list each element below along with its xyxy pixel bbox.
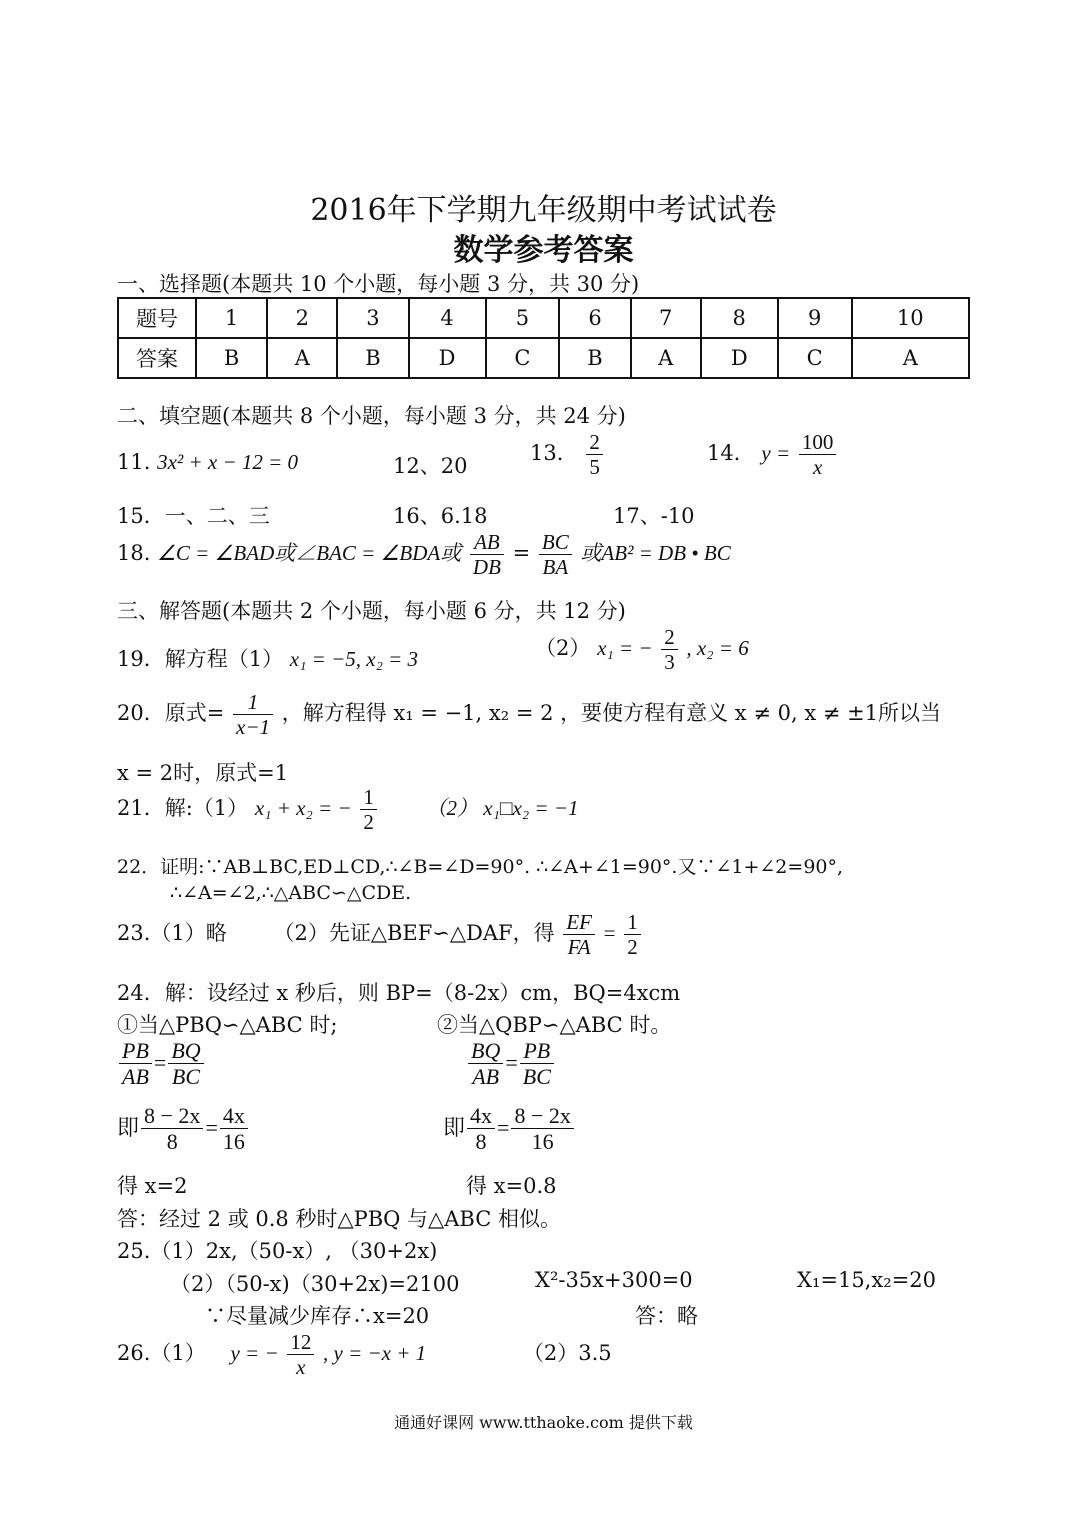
numerator: BQ xyxy=(468,1038,503,1064)
denominator: AB xyxy=(122,1064,149,1090)
ji-label: 即 xyxy=(117,1115,140,1141)
fraction xyxy=(511,1103,573,1155)
table-cell: B xyxy=(337,338,408,378)
table-cell: 1 xyxy=(196,298,267,338)
fraction xyxy=(287,1330,314,1379)
table-cell: 3 xyxy=(337,298,408,338)
answer-25-line1: 25.（1）2x,（50-x）, （30+2x) xyxy=(117,1239,438,1263)
answer-expression: x₁ + x₂ = − xyxy=(254,796,352,821)
question-number: 13． xyxy=(530,441,578,466)
denominator: 3 xyxy=(664,650,675,675)
numerator: 8 − 2x xyxy=(511,1103,573,1129)
fraction xyxy=(119,1038,152,1090)
numerator: 2 xyxy=(661,625,678,650)
answer-expression: 或AB² = DB • BC xyxy=(580,541,731,566)
fraction xyxy=(661,625,678,674)
equals-sign: = xyxy=(512,541,531,566)
denominator: x xyxy=(812,455,823,480)
answer-25-line2c: X₁=15,x₂=20 xyxy=(797,1268,936,1292)
answer-25-line2a: （2）（50-x)（30+2x)=2100 xyxy=(170,1272,460,1296)
numerator: EF xyxy=(563,910,595,935)
numerator: PB xyxy=(119,1038,152,1064)
numerator: 1 xyxy=(624,910,641,935)
answer-24-case1: ①当△PBQ∽△ABC 时; xyxy=(117,1013,338,1037)
ji-label: 即 xyxy=(443,1115,466,1141)
table-cell: C xyxy=(486,338,560,378)
denominator: 8 xyxy=(475,1129,487,1155)
fraction xyxy=(563,910,595,959)
denominator: x−1 xyxy=(236,715,271,740)
table-header-cell: 题号 xyxy=(118,298,196,338)
denominator: 16 xyxy=(222,1129,245,1155)
denominator: BA xyxy=(542,555,569,580)
numerator: BC xyxy=(539,530,572,555)
denominator: AB xyxy=(472,1064,500,1090)
answer-24-equation-2: 即 $\frac{4x}{8}$ = $\frac{8 - 2x}{16}$ xyxy=(443,1103,576,1155)
fraction xyxy=(470,530,504,579)
question-number: 18. xyxy=(117,541,151,566)
answer-20 xyxy=(117,690,941,739)
table-header-cell: 答案 xyxy=(118,338,196,378)
table-cell: B xyxy=(559,338,630,378)
question-number: 14． xyxy=(707,441,755,466)
table-cell: 6 xyxy=(559,298,630,338)
answer-expression: x₁ = − xyxy=(597,636,653,661)
denominator: BC xyxy=(171,1064,201,1090)
fraction xyxy=(360,785,377,834)
answer-24-case2: ②当△QBP∽△ABC 时。 xyxy=(437,1013,672,1037)
question-number: 26.（1） xyxy=(117,1341,206,1366)
numerator: PB xyxy=(520,1038,554,1064)
part-2: （2）先证△BEF∽△DAF，得 xyxy=(273,921,555,946)
fraction xyxy=(220,1103,248,1155)
answer-24-result-1: 得 x=2 xyxy=(117,1174,188,1198)
answer-expression: 3x² + x − 12 = 0 xyxy=(157,450,299,474)
answer-24-proportion-1: $\frac{PB}{AB}$ = $\frac{BQ}{BC}$ xyxy=(117,1038,206,1090)
fraction xyxy=(520,1038,554,1090)
answer-24-result-2: 得 x=0.8 xyxy=(466,1174,557,1198)
answer-expression: ∠C = ∠BAD或∠BAC = ∠BDA或 xyxy=(157,541,462,566)
fraction xyxy=(468,1038,503,1090)
answer-17: 17、-10 xyxy=(613,504,695,528)
table-row-numbers xyxy=(118,298,969,338)
table-cell: 4 xyxy=(409,298,486,338)
answer-expression: y = − xyxy=(230,1341,279,1366)
section-heading-3: 三、解答题(本题共 2 个小题，每小题 6 分，共 12 分) xyxy=(117,599,626,623)
answer-22-line1: 22．证明:∵AB⊥BC,ED⊥CD,∴∠B=∠D=90°. ∴∠A+∠1=90°.又∵∠1+∠2=90°, xyxy=(117,856,844,878)
section-heading-1: 一、选择题(本题共 10 个小题，每小题 3 分，共 30 分) xyxy=(117,272,640,296)
answer-18 xyxy=(117,530,731,579)
denominator: BC xyxy=(522,1064,551,1090)
fraction xyxy=(624,910,641,959)
answer-text: ，解方程得 x₁ = −1, x₂ = 2 ，要使方程有意义 x ≠ 0, x ≠ ±1所以当 xyxy=(281,701,942,726)
table-cell: 7 xyxy=(631,298,701,338)
table-cell: A xyxy=(852,338,969,378)
answer-23: 23.（1）略 （2）先证△BEF∽△DAF，得 $\frac{EF}{FA}$ = $\frac{1}{2}$ xyxy=(117,910,643,959)
answer-11 xyxy=(117,450,298,475)
denominator: 2 xyxy=(627,935,638,960)
answer-25-line3b: 答：略 xyxy=(635,1304,698,1328)
table-cell: A xyxy=(267,338,337,378)
part-2: （2）3.5 xyxy=(522,1341,612,1366)
question-number: 20．原式= xyxy=(117,701,225,726)
answer-26 xyxy=(117,1330,612,1379)
numerator: 100 xyxy=(799,430,837,455)
answer-19-part1 xyxy=(117,643,418,673)
answer-expression: , y = −x + 1 xyxy=(323,1341,427,1366)
table-cell: D xyxy=(701,338,778,378)
table-cell: 9 xyxy=(778,298,852,338)
numerator: 4x xyxy=(220,1103,248,1129)
question-number: 11. xyxy=(117,450,151,474)
numerator: 12 xyxy=(287,1330,314,1355)
answer-20-line2: x = 2时，原式=1 xyxy=(117,761,289,785)
table-row-answers xyxy=(118,338,969,378)
numerator: 1 xyxy=(360,785,377,810)
numerator: 4x xyxy=(467,1103,495,1129)
question-number: 19．解方程（1） xyxy=(117,647,284,671)
section-heading-2: 二、填空题(本题共 8 个小题，每小题 3 分，共 24 分) xyxy=(117,404,626,428)
answer-expression: y = xyxy=(761,441,791,466)
table-cell: C xyxy=(778,338,852,378)
numerator: 1 xyxy=(233,690,273,715)
answer-24-intro: 24．解：设经过 x 秒后，则 BP=（8-2x）cm，BQ=4xcm xyxy=(117,981,681,1005)
part-1: 23.（1）略 xyxy=(117,921,227,946)
footer-credit: 通通好课网 www.tthaoke.com 提供下载 xyxy=(394,1413,693,1432)
answer-13 xyxy=(530,430,605,479)
answer-expression: x₁ = −5, x₂ = 3 xyxy=(289,647,419,671)
table-cell: 5 xyxy=(486,298,560,338)
fraction xyxy=(586,430,603,479)
denominator: 16 xyxy=(531,1129,554,1155)
fraction xyxy=(141,1103,203,1155)
answer-expression: , x₂ = 6 xyxy=(686,636,749,661)
answer-24-conclusion: 答：经过 2 或 0.8 秒时△PBQ 与△ABC 相似。 xyxy=(117,1207,561,1231)
fraction xyxy=(168,1038,203,1090)
table-cell: 8 xyxy=(701,298,778,338)
answer-12: 12、20 xyxy=(393,454,468,478)
fraction xyxy=(539,530,572,579)
answer-15: 15．一、二、三 xyxy=(117,504,270,528)
page-title: 2016年下学期九年级期中考试试卷 xyxy=(310,193,777,228)
answer-14 xyxy=(707,430,838,479)
numerator: 2 xyxy=(586,430,603,455)
page-subtitle: 数学参考答案 xyxy=(453,233,634,268)
answer-25-line2b: X²-35x+300=0 xyxy=(535,1268,693,1292)
answer-table xyxy=(117,297,970,379)
denominator: 2 xyxy=(363,810,374,835)
table-cell: D xyxy=(409,338,486,378)
numerator: AB xyxy=(470,530,504,555)
denominator: 5 xyxy=(589,455,600,480)
denominator: FA xyxy=(567,935,591,960)
question-number: 21．解:（1） xyxy=(117,796,249,821)
answer-25-line3a: ∵尽量减少库存∴x=20 xyxy=(205,1304,430,1328)
table-cell: B xyxy=(196,338,267,378)
denominator: 8 xyxy=(166,1129,178,1155)
table-cell: A xyxy=(631,338,701,378)
denominator: DB xyxy=(472,555,501,580)
table-cell: 2 xyxy=(267,298,337,338)
answer-24-proportion-2: $\frac{BQ}{AB}$ = $\frac{PB}{BC}$ xyxy=(466,1038,556,1090)
numerator: 8 − 2x xyxy=(141,1103,203,1129)
numerator: BQ xyxy=(168,1038,203,1064)
answer-21 xyxy=(117,785,579,834)
fraction xyxy=(233,690,273,739)
table-cell: 10 xyxy=(852,298,969,338)
fraction xyxy=(799,430,837,479)
answer-19-part2 xyxy=(535,625,749,674)
denominator: x xyxy=(296,1355,306,1380)
answer-22-line2: ∴∠A=∠2,∴△ABC∽△CDE. xyxy=(170,882,412,904)
part-label: （2） xyxy=(535,636,591,661)
answer-expression: （2） x₁□x₂ = −1 xyxy=(425,796,579,821)
answer-24-equation-1: 即 $\frac{8 - 2x}{8}$ = $\frac{4x}{16}$ xyxy=(117,1103,250,1155)
fraction xyxy=(467,1103,495,1155)
answer-16: 16、6.18 xyxy=(393,504,488,528)
